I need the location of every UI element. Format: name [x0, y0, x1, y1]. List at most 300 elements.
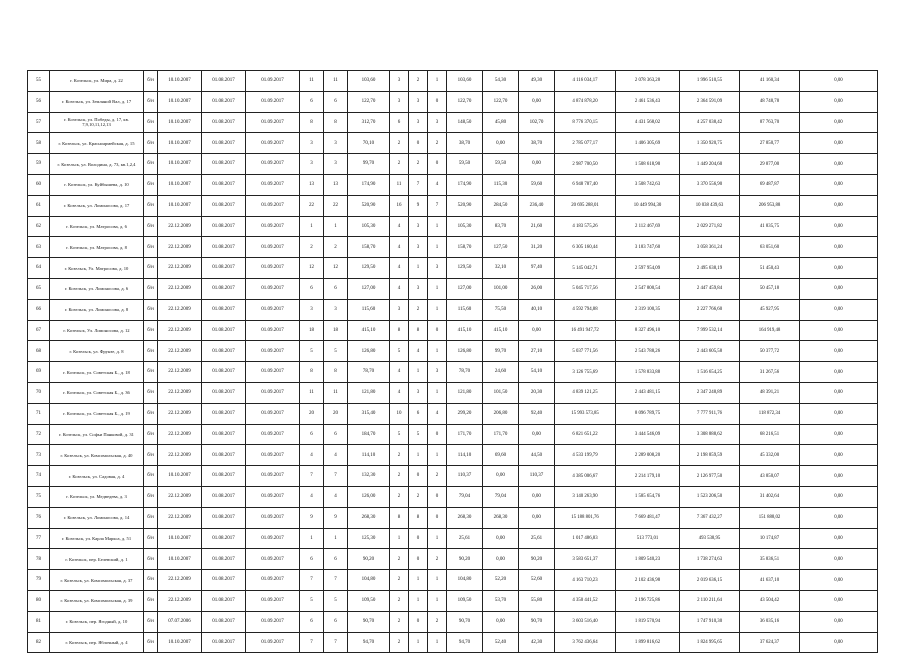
cell-doc-number: б/н — [144, 320, 158, 341]
cell-address: г. Козельск, ул. Ломоносова, д. 6 — [50, 278, 144, 299]
cell-residents-relocated: 8 — [324, 362, 348, 383]
cell-row-number: 64 — [28, 258, 50, 279]
cell-rooms-total: 5 — [390, 341, 409, 362]
cell-cost-region: 7 777 911,76 — [680, 403, 740, 424]
cell-area-private: 0,00 — [483, 611, 519, 632]
cell-cost-total: 6 821 651,22 — [555, 424, 616, 445]
cell-address: г. Козельск, ул. Матросова, д. 8 — [50, 237, 144, 258]
cell-doc-number: б/н — [144, 154, 158, 175]
cell-date-end: 01.09.2017 — [246, 71, 300, 92]
cell-cost-region: 2 126 977,50 — [680, 466, 740, 487]
cell-cost-other: 0,00 — [800, 486, 878, 507]
cell-date-start: 22.12.2009 — [158, 403, 202, 424]
cell-rooms-total: 2 — [390, 570, 409, 591]
cell-area-private: 83,70 — [483, 216, 519, 237]
cell-residents-total: 6 — [300, 549, 324, 570]
cell-date-end: 01.09.2017 — [246, 528, 300, 549]
cell-residents-total: 6 — [300, 424, 324, 445]
cell-date-start: 22.12.2009 — [158, 590, 202, 611]
cell-residents-total: 12 — [300, 258, 324, 279]
cell-cost-fund: 3 508 742,63 — [616, 174, 680, 195]
cell-cost-local: 48 748,78 — [740, 91, 800, 112]
cell-rooms-private: 8 — [409, 320, 428, 341]
cell-area-total: 520,90 — [348, 195, 390, 216]
cell-residents-relocated: 12 — [324, 258, 348, 279]
cell-cost-local: 10 174,87 — [740, 528, 800, 549]
cell-date-end: 01.09.2017 — [246, 341, 300, 362]
cell-residents-relocated: 2 — [324, 237, 348, 258]
cell-date-plan: 01.08.2017 — [202, 195, 246, 216]
cell-cost-other: 0,00 — [800, 299, 878, 320]
cell-rooms-private: 1 — [409, 362, 428, 383]
cell-rooms-total: 8 — [390, 320, 409, 341]
cell-area-relocated: 415,10 — [447, 320, 483, 341]
cell-rooms-municipal: 0 — [428, 424, 447, 445]
cell-area-municipal: 97,40 — [519, 258, 555, 279]
table-row — [28, 154, 878, 175]
cell-cost-total: 4 183 575,26 — [555, 216, 616, 237]
cell-date-start: 10.10.2007 — [158, 632, 202, 653]
cell-row-number: 72 — [28, 424, 50, 445]
cell-residents-relocated: 1 — [324, 216, 348, 237]
cell-cost-region: 2 227 766,60 — [680, 299, 740, 320]
cell-cost-region: 2 019 636,15 — [680, 570, 740, 591]
cell-cost-fund: 2 597 954,09 — [616, 258, 680, 279]
cell-address: г. Козельск, ул. Карла Маркса, д. 51 — [50, 528, 144, 549]
cell-cost-fund: 3 444 546,09 — [616, 424, 680, 445]
cell-cost-total: 4 163 710,23 — [555, 570, 616, 591]
cell-residents-total: 4 — [300, 486, 324, 507]
cell-cost-fund: 513 773,01 — [616, 528, 680, 549]
cell-area-relocated: 79,04 — [447, 486, 483, 507]
cell-area-private: 284,50 — [483, 195, 519, 216]
cell-doc-number: б/н — [144, 112, 158, 133]
cell-rooms-private: 1 — [409, 258, 428, 279]
cell-rooms-private: 5 — [409, 424, 428, 445]
cell-area-total: 312,70 — [348, 112, 390, 133]
cell-residents-total: 6 — [300, 91, 324, 112]
cell-date-end: 01.09.2017 — [246, 549, 300, 570]
cell-area-municipal: 20,30 — [519, 382, 555, 403]
cell-residents-relocated: 20 — [324, 403, 348, 424]
cell-date-plan: 01.08.2017 — [202, 258, 246, 279]
cell-doc-number: б/н — [144, 445, 158, 466]
cell-area-total: 174,90 — [348, 174, 390, 195]
cell-cost-local: 31 267,56 — [740, 362, 800, 383]
cell-cost-other: 0,00 — [800, 382, 878, 403]
cell-date-plan: 01.08.2017 — [202, 320, 246, 341]
cell-area-total: 115,60 — [348, 299, 390, 320]
cell-area-total: 105,30 — [348, 216, 390, 237]
cell-address: г. Козельск, пер. Ягодный, д. 10 — [50, 611, 144, 632]
cell-cost-local: 45 927,95 — [740, 299, 800, 320]
cell-rooms-private: 0 — [409, 549, 428, 570]
cell-area-municipal: 90,70 — [519, 611, 555, 632]
cell-date-start: 10.10.2007 — [158, 112, 202, 133]
cell-rooms-private: 3 — [409, 237, 428, 258]
cell-cost-region: 2 347 248,89 — [680, 382, 740, 403]
cell-area-relocated: 299,20 — [447, 403, 483, 424]
cell-row-number: 57 — [28, 112, 50, 133]
cell-cost-region: 2 495 638,19 — [680, 258, 740, 279]
cell-rooms-municipal: 0 — [428, 486, 447, 507]
cell-area-municipal: 38,70 — [519, 133, 555, 154]
cell-rooms-private: 1 — [409, 590, 428, 611]
cell-area-total: 268,30 — [348, 507, 390, 528]
cell-rooms-private: 2 — [409, 71, 428, 92]
cell-address: г. Козельск, ул. Комсомольская, д. 37 — [50, 570, 144, 591]
cell-rooms-municipal: 3 — [428, 112, 447, 133]
cell-address: г. Козельск, ул. Софьи Панковой, д. 31 — [50, 424, 144, 445]
cell-area-total: 158,70 — [348, 237, 390, 258]
cell-cost-local: 50 377,72 — [740, 341, 800, 362]
cell-date-end: 01.09.2017 — [246, 445, 300, 466]
cell-cost-other: 0,00 — [800, 403, 878, 424]
cell-doc-number: б/н — [144, 570, 158, 591]
cell-date-end: 01.09.2017 — [246, 237, 300, 258]
cell-residents-relocated: 3 — [324, 133, 348, 154]
cell-date-start: 22.12.2009 — [158, 258, 202, 279]
cell-area-municipal: 90,20 — [519, 549, 555, 570]
cell-rooms-municipal: 1 — [428, 71, 447, 92]
cell-residents-total: 2 — [300, 237, 324, 258]
cell-doc-number: б/н — [144, 362, 158, 383]
cell-residents-total: 11 — [300, 382, 324, 403]
cell-area-total: 90,20 — [348, 549, 390, 570]
cell-date-start: 22.12.2009 — [158, 237, 202, 258]
cell-cost-fund: 1 508 618,90 — [616, 154, 680, 175]
cell-cost-total: 3 762 436,64 — [555, 632, 616, 653]
cell-cost-fund: 2 543 788,26 — [616, 341, 680, 362]
cell-rooms-total: 10 — [390, 403, 409, 424]
cell-cost-region: 4 257 038,42 — [680, 112, 740, 133]
cell-cost-region: 7 367 432,27 — [680, 507, 740, 528]
cell-residents-total: 13 — [300, 174, 324, 195]
cell-cost-total: 6 305 160,44 — [555, 237, 616, 258]
cell-date-end: 01.09.2017 — [246, 507, 300, 528]
cell-date-start: 10.10.2007 — [158, 195, 202, 216]
cell-date-end: 01.09.2017 — [246, 611, 300, 632]
cell-cost-region: 1 350 920,75 — [680, 133, 740, 154]
cell-cost-fund: 1 406 305,69 — [616, 133, 680, 154]
cell-address: г. Козельск, ул. Ломоносова, д. 17 — [50, 195, 144, 216]
cell-area-municipal: 52,60 — [519, 570, 555, 591]
cell-row-number: 78 — [28, 549, 50, 570]
table-row — [28, 320, 878, 341]
cell-cost-local: 48 391,21 — [740, 382, 800, 403]
cell-area-total: 121,80 — [348, 382, 390, 403]
cell-date-plan: 01.08.2017 — [202, 486, 246, 507]
cell-date-end: 01.09.2017 — [246, 278, 300, 299]
cell-rooms-private: 3 — [409, 112, 428, 133]
cell-cost-total: 4 385 006,67 — [555, 466, 616, 487]
cell-cost-region: 2 443 605,58 — [680, 341, 740, 362]
cell-area-relocated: 38,70 — [447, 133, 483, 154]
table-row — [28, 382, 878, 403]
cell-cost-other: 0,00 — [800, 590, 878, 611]
cell-address: г. Козельск, ул. Комсомольская, д. 39 — [50, 590, 144, 611]
cell-area-total: 78,70 — [348, 362, 390, 383]
cell-date-start: 10.10.2007 — [158, 133, 202, 154]
cell-area-relocated: 25,61 — [447, 528, 483, 549]
cell-date-plan: 01.08.2017 — [202, 299, 246, 320]
cell-date-end: 01.09.2017 — [246, 112, 300, 133]
cell-cost-fund: 2 289 008,20 — [616, 445, 680, 466]
cell-area-municipal: 42,30 — [519, 632, 555, 653]
cell-cost-local: 37 624,37 — [740, 632, 800, 653]
cell-date-end: 01.09.2017 — [246, 403, 300, 424]
cell-area-municipal: 102,70 — [519, 112, 555, 133]
cell-area-total: 109,50 — [348, 590, 390, 611]
cell-cost-fund: 1 585 654,76 — [616, 486, 680, 507]
table-row — [28, 258, 878, 279]
cell-doc-number: б/н — [144, 632, 158, 653]
cell-cost-region: 493 538,95 — [680, 528, 740, 549]
cell-cost-other: 0,00 — [800, 570, 878, 591]
cell-date-plan: 01.08.2017 — [202, 507, 246, 528]
cell-area-private: 101,50 — [483, 382, 519, 403]
cell-rooms-private: 3 — [409, 91, 428, 112]
cell-doc-number: б/н — [144, 216, 158, 237]
cell-residents-relocated: 9 — [324, 507, 348, 528]
cell-rooms-private: 9 — [409, 195, 428, 216]
table-row — [28, 91, 878, 112]
cell-cost-total: 8 776 370,15 — [555, 112, 616, 133]
cell-date-plan: 01.08.2017 — [202, 278, 246, 299]
cell-rooms-municipal: 3 — [428, 258, 447, 279]
cell-cost-region: 3 370 556,90 — [680, 174, 740, 195]
cell-cost-local: 69 487,87 — [740, 174, 800, 195]
cell-doc-number: б/н — [144, 237, 158, 258]
cell-date-end: 01.09.2017 — [246, 590, 300, 611]
cell-residents-total: 11 — [300, 71, 324, 92]
cell-date-start: 22.12.2009 — [158, 445, 202, 466]
cell-cost-local: 31 402,64 — [740, 486, 800, 507]
cell-date-plan: 01.08.2017 — [202, 341, 246, 362]
cell-residents-total: 4 — [300, 445, 324, 466]
cell-cost-total: 6 948 787,40 — [555, 174, 616, 195]
cell-cost-total: 16 491 947,72 — [555, 320, 616, 341]
cell-rooms-municipal: 2 — [428, 133, 447, 154]
cell-row-number: 70 — [28, 382, 50, 403]
cell-residents-relocated: 6 — [324, 611, 348, 632]
table-row — [28, 466, 878, 487]
cell-area-relocated: 104,80 — [447, 570, 483, 591]
cell-area-private: 115,30 — [483, 174, 519, 195]
cell-area-municipal: 49,30 — [519, 71, 555, 92]
cell-residents-relocated: 6 — [324, 549, 348, 570]
cell-cost-local: 68 216,51 — [740, 424, 800, 445]
table-row — [28, 112, 878, 133]
cell-area-relocated: 59,50 — [447, 154, 483, 175]
cell-cost-other: 0,00 — [800, 112, 878, 133]
cell-area-relocated: 148,50 — [447, 112, 483, 133]
cell-date-plan: 01.08.2017 — [202, 362, 246, 383]
cell-cost-local: 43 850,07 — [740, 466, 800, 487]
cell-address: г. Козельск, ул. Земляной Вал, д. 17 — [50, 91, 144, 112]
cell-cost-other: 0,00 — [800, 133, 878, 154]
cell-residents-total: 7 — [300, 466, 324, 487]
cell-area-municipal: 27,10 — [519, 341, 555, 362]
cell-area-private: 127,50 — [483, 237, 519, 258]
cell-address: г. Козельск, ул. Комсомольская, д. 40 — [50, 445, 144, 466]
cell-cost-local: 51 450,43 — [740, 258, 800, 279]
cell-rooms-municipal: 1 — [428, 341, 447, 362]
cell-residents-total: 7 — [300, 570, 324, 591]
cell-date-start: 10.10.2007 — [158, 154, 202, 175]
cell-residents-relocated: 3 — [324, 299, 348, 320]
cell-cost-fund: 2 078 363,28 — [616, 71, 680, 92]
cell-rooms-total: 2 — [390, 549, 409, 570]
cell-cost-local: 50 457,18 — [740, 278, 800, 299]
cell-area-total: 126,00 — [348, 486, 390, 507]
cell-cost-total: 3 583 651,37 — [555, 549, 616, 570]
cell-date-start: 22.12.2009 — [158, 424, 202, 445]
cell-rooms-municipal: 1 — [428, 445, 447, 466]
cell-area-total: 126,80 — [348, 341, 390, 362]
cell-cost-local: 45 332,00 — [740, 445, 800, 466]
cell-date-start: 10.10.2007 — [158, 71, 202, 92]
cell-cost-total: 3 126 755,69 — [555, 362, 616, 383]
cell-residents-total: 9 — [300, 507, 324, 528]
cell-rooms-total: 2 — [390, 590, 409, 611]
cell-area-relocated: 105,30 — [447, 216, 483, 237]
cell-residents-total: 18 — [300, 320, 324, 341]
cell-doc-number: б/н — [144, 528, 158, 549]
cell-area-private: 0,00 — [483, 528, 519, 549]
cell-date-start: 22.12.2009 — [158, 278, 202, 299]
cell-residents-relocated: 7 — [324, 570, 348, 591]
cell-doc-number: б/н — [144, 382, 158, 403]
cell-area-municipal: 0,00 — [519, 154, 555, 175]
cell-cost-local: 41 160,34 — [740, 71, 800, 92]
cell-cost-total: 4 592 794,88 — [555, 299, 616, 320]
cell-rooms-municipal: 4 — [428, 403, 447, 424]
cell-date-start: 10.10.2007 — [158, 528, 202, 549]
cell-area-relocated: 110,37 — [447, 466, 483, 487]
cell-cost-total: 20 695 288,01 — [555, 195, 616, 216]
cell-area-private: 206,80 — [483, 403, 519, 424]
cell-cost-other: 0,00 — [800, 237, 878, 258]
cell-cost-fund: 2 102 436,98 — [616, 570, 680, 591]
cell-rooms-private: 6 — [409, 403, 428, 424]
cell-rooms-private: 2 — [409, 154, 428, 175]
cell-cost-local: 35 836,51 — [740, 549, 800, 570]
cell-residents-relocated: 3 — [324, 154, 348, 175]
cell-doc-number: б/н — [144, 299, 158, 320]
cell-date-start: 22.12.2009 — [158, 362, 202, 383]
cell-cost-fund: 2 319 100,35 — [616, 299, 680, 320]
cell-rooms-total: 4 — [390, 362, 409, 383]
cell-rooms-private: 0 — [409, 133, 428, 154]
cell-cost-other: 0,00 — [800, 320, 878, 341]
cell-doc-number: б/н — [144, 195, 158, 216]
cell-area-municipal: 92,40 — [519, 403, 555, 424]
cell-cost-region: 3 308 888,62 — [680, 424, 740, 445]
cell-row-number: 65 — [28, 278, 50, 299]
cell-address: г. Козельск, пер. Яблочный, д. 4 — [50, 632, 144, 653]
cell-row-number: 73 — [28, 445, 50, 466]
cell-area-relocated: 174,90 — [447, 174, 483, 195]
cell-date-plan: 01.08.2017 — [202, 91, 246, 112]
cell-row-number: 55 — [28, 71, 50, 92]
table-row — [28, 216, 878, 237]
cell-residents-relocated: 6 — [324, 424, 348, 445]
cell-cost-total: 4 874 878,20 — [555, 91, 616, 112]
cell-area-relocated: 94,70 — [447, 632, 483, 653]
cell-cost-other: 0,00 — [800, 341, 878, 362]
cell-cost-other: 0,00 — [800, 216, 878, 237]
cell-cost-total: 2 987 700,50 — [555, 154, 616, 175]
cell-residents-relocated: 7 — [324, 466, 348, 487]
cell-date-plan: 01.08.2017 — [202, 154, 246, 175]
cell-area-municipal: 26,00 — [519, 278, 555, 299]
cell-rooms-municipal: 1 — [428, 216, 447, 237]
cell-area-municipal: 25,61 — [519, 528, 555, 549]
cell-cost-fund: 1 809 540,23 — [616, 549, 680, 570]
cell-address: г. Козельск, ул. Победы, д. 17, кв. 7,9,10,11,12,13 — [50, 112, 144, 133]
cell-doc-number: б/н — [144, 466, 158, 487]
cell-cost-total: 4 533 199,79 — [555, 445, 616, 466]
cell-cost-region: 2 029 271,82 — [680, 216, 740, 237]
cell-cost-other: 0,00 — [800, 424, 878, 445]
cell-cost-total: 2 785 077,17 — [555, 133, 616, 154]
cell-cost-fund: 2 112 467,69 — [616, 216, 680, 237]
cell-date-start: 10.10.2007 — [158, 174, 202, 195]
cell-area-municipal: 110,37 — [519, 466, 555, 487]
cell-residents-total: 5 — [300, 590, 324, 611]
cell-date-end: 01.09.2017 — [246, 174, 300, 195]
cell-area-municipal: 0,00 — [519, 486, 555, 507]
cell-date-start: 07.07.2006 — [158, 611, 202, 632]
cell-row-number: 63 — [28, 237, 50, 258]
cell-area-private: 0,00 — [483, 466, 519, 487]
cell-address: г. Козельск, ул. Советская Б., д. 18 — [50, 362, 144, 383]
cell-row-number: 61 — [28, 195, 50, 216]
cell-date-plan: 01.08.2017 — [202, 611, 246, 632]
cell-date-plan: 01.08.2017 — [202, 112, 246, 133]
cell-rooms-total: 3 — [390, 299, 409, 320]
cell-row-number: 76 — [28, 507, 50, 528]
cell-cost-other: 0,00 — [800, 278, 878, 299]
cell-residents-total: 1 — [300, 216, 324, 237]
cell-area-relocated: 268,30 — [447, 507, 483, 528]
cell-area-private: 0,00 — [483, 133, 519, 154]
cell-date-start: 22.12.2009 — [158, 570, 202, 591]
cell-cost-local: 43 504,42 — [740, 590, 800, 611]
cell-cost-other: 0,00 — [800, 507, 878, 528]
cell-rooms-total: 3 — [390, 71, 409, 92]
cell-doc-number: б/н — [144, 486, 158, 507]
cell-date-end: 01.09.2017 — [246, 195, 300, 216]
cell-rooms-municipal: 1 — [428, 528, 447, 549]
cell-area-relocated: 90,20 — [447, 549, 483, 570]
cell-rooms-private: 0 — [409, 611, 428, 632]
cell-cost-other: 0,00 — [800, 154, 878, 175]
cell-date-start: 10.10.2007 — [158, 91, 202, 112]
cell-area-relocated: 171,70 — [447, 424, 483, 445]
cell-cost-local: 27 850,77 — [740, 133, 800, 154]
cell-area-private: 0,00 — [483, 549, 519, 570]
cell-cost-other: 0,00 — [800, 174, 878, 195]
cell-cost-local: 164 919,48 — [740, 320, 800, 341]
cell-date-start: 22.12.2009 — [158, 486, 202, 507]
cell-cost-region: 7 999 532,14 — [680, 320, 740, 341]
cell-cost-fund: 1 578 833,88 — [616, 362, 680, 383]
cell-row-number: 77 — [28, 528, 50, 549]
cell-rooms-municipal: 7 — [428, 195, 447, 216]
table-row — [28, 71, 878, 92]
